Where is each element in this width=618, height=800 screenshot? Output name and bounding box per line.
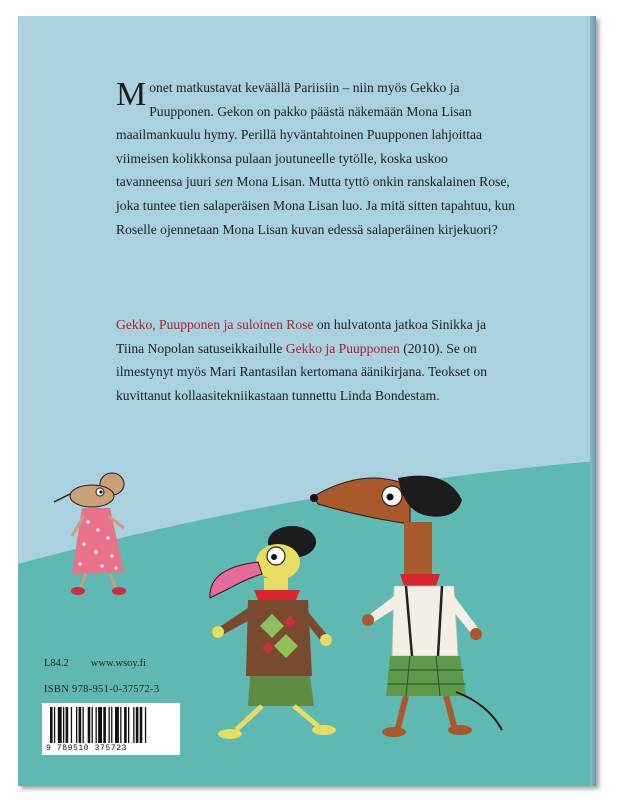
rose-mouse-illustration bbox=[52, 464, 142, 599]
blurb-paragraph-1 bbox=[116, 76, 516, 241]
barcode-bar bbox=[54, 707, 55, 743]
barcode-bar bbox=[71, 707, 72, 743]
barcode-bar bbox=[98, 707, 102, 743]
blurb-paragraph-2 bbox=[116, 313, 516, 407]
barcode-bar bbox=[63, 707, 64, 743]
barcode-bar bbox=[76, 707, 77, 743]
barcode-bar bbox=[92, 707, 93, 743]
puupponen-illustration bbox=[306, 456, 506, 746]
barcode-bar bbox=[140, 707, 143, 743]
barcode-bar bbox=[96, 707, 97, 743]
barcode-bar bbox=[103, 707, 106, 743]
barcode-bar bbox=[136, 707, 139, 743]
barcode-bar bbox=[120, 707, 121, 743]
isbn-text: ISBN 978-951-0-37572-3 bbox=[44, 684, 160, 695]
barcode-bar bbox=[109, 707, 110, 743]
barcode-bar bbox=[128, 707, 129, 743]
barcode-bar bbox=[124, 707, 127, 743]
barcode bbox=[42, 703, 180, 755]
barcode-bar bbox=[88, 707, 91, 743]
barcode-bar bbox=[133, 707, 134, 743]
blurb-text-1: onet matkustavat keväällä Pariisiin – niin myös Gekko ja Puupponen. Gekon on pakko päästä näkemään Mona Lisan maailmankuulu hymy. Perillä hyväntahtoinen Puupponen lahjoittaa viimeisen kolikkonsa pulaan joutuneelle tytölle, koska uskoo tavanneensa juuri bbox=[116, 80, 483, 190]
barcode-bar bbox=[79, 707, 82, 743]
publisher-info bbox=[44, 658, 168, 669]
blurb-text-2: on hulvatonta jatkoa Sinikka ja Tiina Nopolan satuseikkailulle bbox=[116, 317, 486, 356]
barcode-bar bbox=[145, 707, 146, 743]
book-title-ref: Gekko, Puupponen ja suloinen Rose bbox=[116, 317, 314, 332]
blurb-italic: sen bbox=[214, 174, 234, 190]
barcode-bar bbox=[111, 707, 112, 743]
blurb-text-2-rest: (2010). Se on ilmestynyt myös Mari Rantasilan kertomana äänikirjana. Teokset on kuvittanut kollaasitekniikastaan tunnettu Linda Bondestam. bbox=[116, 340, 488, 403]
barcode-bar bbox=[58, 707, 62, 743]
barcode-bar bbox=[83, 707, 84, 743]
barcode-bar bbox=[66, 707, 69, 743]
publisher-website: www.wsoy.fi bbox=[90, 658, 147, 669]
series-title-ref: Gekko ja Puupponen bbox=[285, 340, 400, 356]
barcode-bars bbox=[50, 707, 174, 743]
drop-cap: M bbox=[116, 76, 147, 113]
barcode-bar bbox=[50, 707, 53, 743]
blurb-text-1-rest: Mona Lisan. Mutta tyttö onkin ranskalainen Rose, joka tuntee tien salaperäisen Mona Lisan luo. Ja mitä sitten tapahtuu, kun Roselle ojennetaan Mona Lisan kuvan edessä salaperäinen kirjekuori? bbox=[116, 174, 516, 237]
class-code: L84.2 bbox=[44, 658, 69, 669]
cover-edge bbox=[590, 16, 596, 786]
barcode-bar bbox=[115, 707, 119, 743]
barcode-number: 9 789510 375723 bbox=[46, 744, 128, 753]
